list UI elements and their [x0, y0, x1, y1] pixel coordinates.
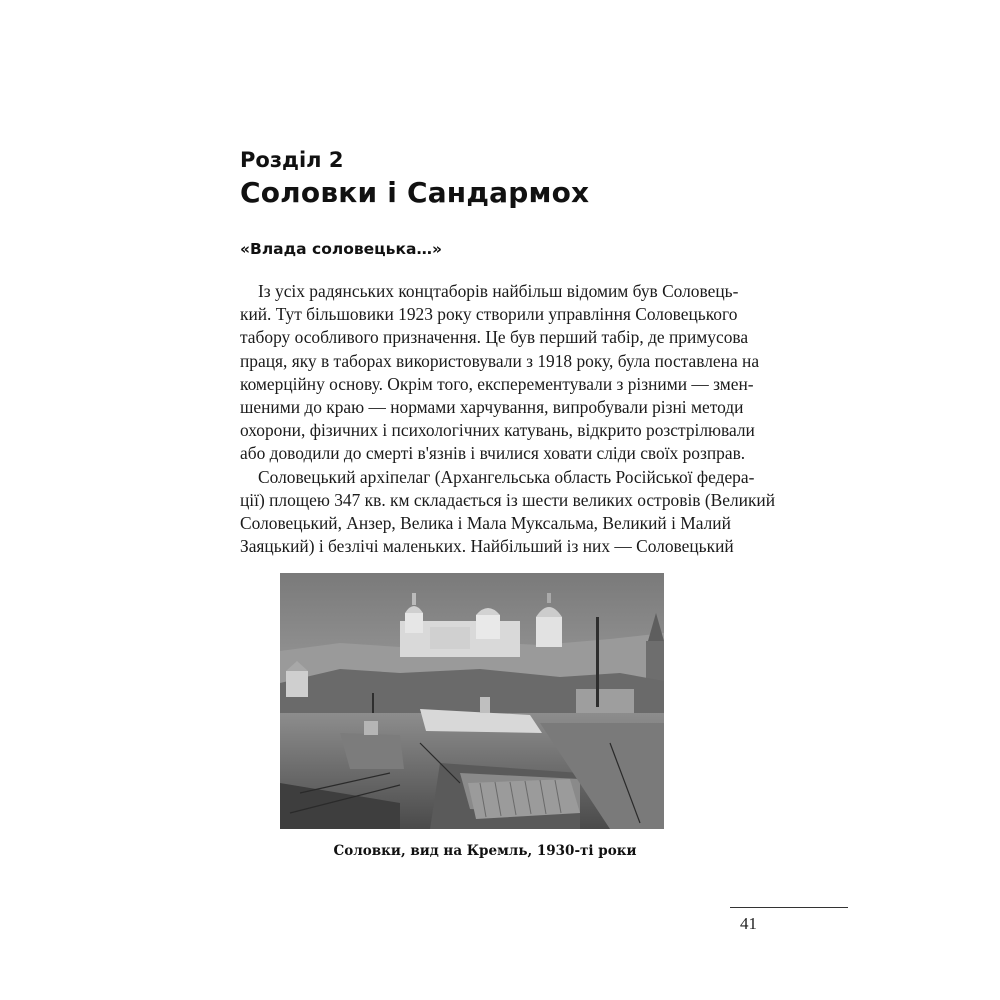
- body-line: Із усіх радянських концтаборів найбільш відомим був Соловець-: [258, 281, 739, 301]
- body-line: шеними до краю — нормами харчування, випробували різні методи: [240, 397, 744, 418]
- page-number: 41: [740, 914, 757, 933]
- chapter-label: Розділ 2: [240, 148, 344, 172]
- body-line: праця, яку в таборах використовували з 1918 року, була поставлена на: [240, 350, 760, 371]
- chapter-title: Соловки і Сандармох: [240, 176, 590, 209]
- photo-illustration: [280, 573, 664, 829]
- body-line: табору особливого призначення. Це був перший табір, де примусова: [240, 327, 749, 348]
- body-line: охорони, фізичних і психологічних катувань, відкрито розстрілювали: [240, 420, 755, 441]
- body-line: Соловецький, Анзер, Велика і Мала Муксальма, Великий і Малий: [240, 513, 731, 534]
- body-text: [240, 280, 776, 558]
- body-line: або доводили до смерті в'язнів і вчилися ховати сліди своїх розправ.: [240, 443, 746, 464]
- body-line: Соловецький архіпелаг (Архангельська область Російської федера-: [258, 466, 755, 487]
- footer-divider: [730, 907, 848, 908]
- body-line: ції) площею 347 кв. км складається із шести великих островів (Великий: [240, 489, 776, 510]
- body-line: Заяцький) і безлічі маленьких. Найбільший із них — Соловецький: [240, 536, 734, 557]
- body-line: комерційну основу. Окрім того, експерементували з різними — змен-: [240, 373, 754, 394]
- kremlin-photo: [280, 573, 664, 829]
- section-title: «Влада соловецька…»: [240, 240, 442, 258]
- body-line: кий. Тут більшовики 1923 року створили управління Соловецького: [240, 304, 738, 325]
- photo-caption: Соловки, вид на Кремль, 1930-ті роки: [333, 843, 637, 859]
